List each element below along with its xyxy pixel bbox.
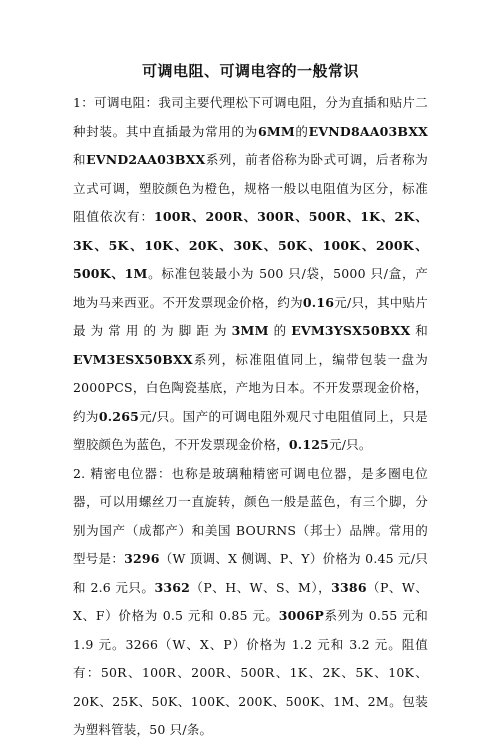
bold-text: EVM3YSX50BXX bbox=[291, 323, 411, 338]
text-span: （P、H、W、S、M）， bbox=[190, 579, 332, 595]
bold-text: EVM3ESX50BXX bbox=[73, 351, 193, 367]
paragraph-trimmer-resistors bbox=[73, 89, 428, 460]
text-span: 元/只。 bbox=[329, 437, 372, 452]
bold-text: 3MM bbox=[231, 323, 269, 338]
bold-text: 3386 bbox=[331, 579, 367, 595]
bold-text: 100R、200R、300R、500R、1K、2K、3K、5K、10K、20K、30K、50K、100K、200K、500K、1M bbox=[73, 209, 428, 281]
text-span: （P、W、X、F）价格为 0.5 元和 0.85 元。 bbox=[73, 579, 428, 623]
bold-text: 3006P bbox=[278, 608, 324, 623]
bold-text: 6MM bbox=[257, 123, 295, 139]
bold-text: 0.125 bbox=[288, 437, 330, 452]
bold-text: 0.16 bbox=[302, 294, 335, 310]
text-span: 。标准包装最小为 500 只/袋，5000 只/盒，产地为马来西亚。不开发票现金价格，约为 bbox=[73, 266, 428, 310]
text-span: 1：可调电阻：我司主要代理松下可调电阻，分为直插和贴片二种封装。其中直插最为常用的为 bbox=[73, 95, 428, 139]
bold-text: EVND2AA03BXX bbox=[86, 152, 206, 167]
text-span: 系列为 0.55 元和 1.9 元。3266（W、X、P）价格为 1.2 元和 3.2 元。阻值有：50R、100R、200R、500R、1K、2K、5K、10K、20K、25K、50K、100K、200K、500K、1M、2M。包装为塑料管装，50 只/条。 bbox=[73, 608, 429, 737]
text-span: 和 bbox=[410, 323, 429, 338]
text-span: 2. 精密电位器：也称是玻璃釉精密可调电位器，是多圈电位器，可以用螺丝刀一直旋转，颜色一般是蓝色，有三个脚，分别为国产（成都产）和美国 BOURNS（邦士）品牌。常用的型号是： bbox=[73, 465, 428, 566]
text-span: 系列，标准阻值同上，编带包装一盘为 2000PCS，白色陶瓷基底，产地为日本。不开发票现金价格，约为 bbox=[73, 351, 428, 424]
paragraph-precision-potentiometers bbox=[73, 460, 428, 745]
bold-text: 3362 bbox=[154, 579, 191, 595]
text-span: 的 bbox=[294, 123, 309, 139]
text-span: 和 bbox=[73, 152, 87, 167]
text-span: 元/只。国产的可调电阻外观尺寸电阻值同上，只是塑胶颜色为蓝色，不开发票现金价格， bbox=[73, 408, 429, 452]
bold-text: EVND8AA03BXX bbox=[308, 123, 428, 139]
text-span: （W 顶调、X 侧调、P、Y）价格为 0.45 元/只和 2.6 元只。 bbox=[73, 551, 428, 595]
bold-text: 3296 bbox=[124, 551, 160, 566]
document-page bbox=[73, 60, 428, 745]
text-span: 系列，前者俗称为卧式可调，后者称为立式可调，塑胶颜色为橙色，规格一般以电阻值为区分，标准阻值依次有： bbox=[73, 152, 428, 224]
text-span: 元/只，其中贴片最为常用的为脚距为 bbox=[73, 294, 428, 338]
text-span: 的 bbox=[268, 323, 292, 338]
document-title: 可调电阻、可调电容的一般常识 bbox=[141, 62, 359, 80]
bold-text: 0.265 bbox=[98, 408, 140, 424]
